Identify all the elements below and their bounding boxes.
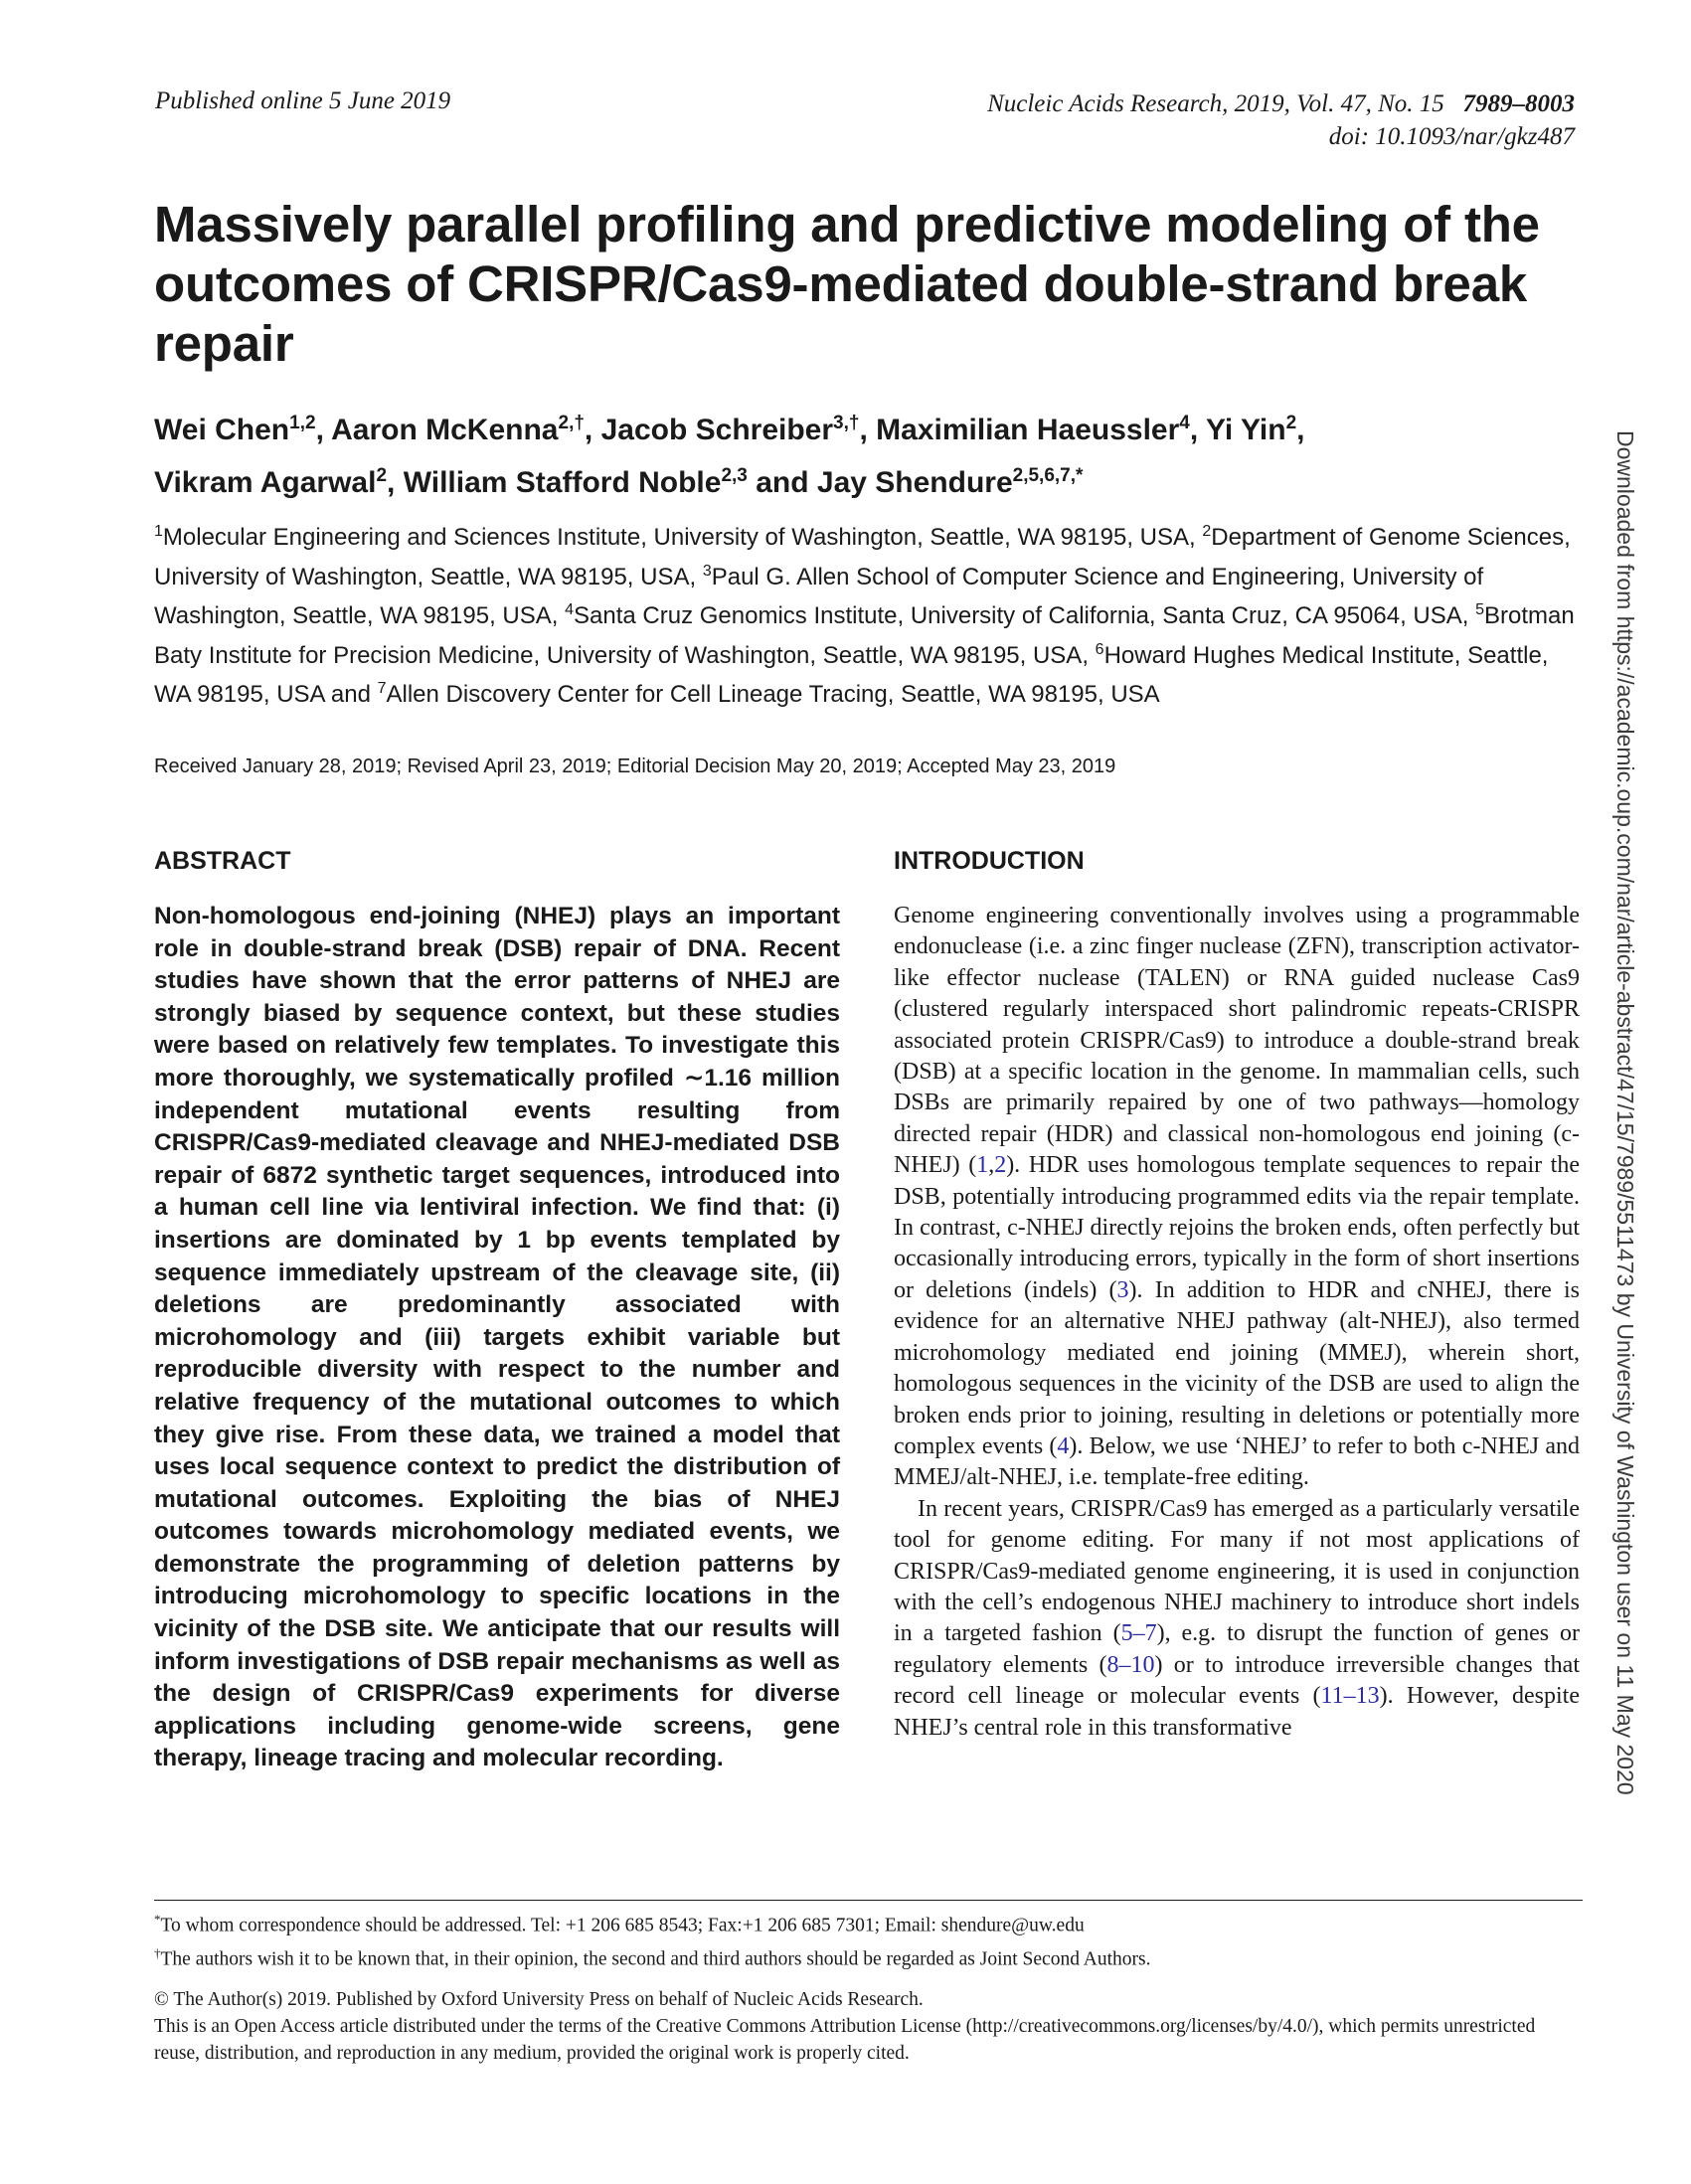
introduction-section bbox=[894, 847, 1580, 1744]
author-affiliation-marker: 3,† bbox=[833, 413, 860, 433]
affiliation-text: Department of Genome Sciences, University of Washington, Seattle, WA 98195, USA, bbox=[154, 524, 1571, 590]
copyright-line: © The Author(s) 2019. Published by Oxford University Press on behalf of Nucleic Acids Research. bbox=[154, 1989, 924, 2010]
footnote-marker: * bbox=[154, 1912, 161, 1927]
abstract-text: Non-homologous end-joining (NHEJ) plays an important role in double-strand break (DSB) repair of DNA. Recent studies have shown that the error patterns of NHEJ are strongly biased by sequence context, but these studies were based on relatively few templates. To investigate this more thoroughly, we systematically profiled ∼1.16 million independent mutational events resulting from CRISPR/Cas9-mediated cleavage and NHEJ-mediated DSB repair of 6872 synthetic target sequences, introduced into a human cell line via lentiviral infection. We find that: (i) insertions are dominated by 1 bp events templated by sequence immediately upstream of the cleavage site, (ii) deletions are predominantly associated with microhomology and (iii) targets exhibit variable but reproducible diversity with respect to the number and relative frequency of the mutational outcomes to which they give rise. From these data, we trained a model that uses local sequence context to predict the distribution of mutational outcomes. Exploiting the bias of NHEJ outcomes towards microhomology mediated events, we demonstrate the programming of deletion patterns by introducing microhomology to specific locations in the vicinity of the DSB site. We anticipate that our results will inform investigations of DSB repair mechanisms as well as the design of CRISPR/Cas9 experiments for diverse applications including genome-wide screens, gene therapy, lineage tracing and molecular recording. bbox=[154, 903, 840, 1772]
author-separator: , bbox=[315, 414, 332, 446]
author-affiliation-marker: 2,3 bbox=[721, 465, 748, 486]
author-name: Jacob Schreiber bbox=[600, 414, 834, 446]
citation-link[interactable]: 3 bbox=[1116, 1276, 1129, 1303]
published-date: Published online 5 June 2019 bbox=[155, 87, 451, 114]
citation-link[interactable]: 4 bbox=[1057, 1432, 1070, 1459]
author-separator: , bbox=[387, 466, 404, 499]
paragraph-text: ). However, despite NHEJ’s central role in this transformative bbox=[894, 1683, 1580, 1741]
affiliations bbox=[154, 515, 1586, 712]
author-separator: , bbox=[1189, 414, 1206, 446]
abstract-section bbox=[154, 847, 840, 1775]
abstract-heading: ABSTRACT bbox=[154, 847, 291, 875]
doi: doi: 10.1093/nar/gkz487 bbox=[1328, 123, 1575, 150]
author-affiliation-marker: 1,2 bbox=[289, 413, 316, 433]
affiliation-text: Allen Discovery Center for Cell Lineage Tracing, Seattle, WA 98195, USA bbox=[386, 681, 1160, 709]
author-name: Wei Chen bbox=[154, 414, 290, 446]
journal-name: Nucleic Acids Research, 2019, Vol. 47, No. 15 bbox=[987, 90, 1444, 117]
affiliation-marker: 3 bbox=[702, 562, 712, 580]
author-separator: , bbox=[584, 414, 601, 446]
footnote bbox=[154, 1939, 1586, 1973]
footnote-text: To whom correspondence should be addressed. Tel: +1 206 685 8543; Fax:+1 206 685 7301; Email: shendure@uw.edu bbox=[160, 1915, 1085, 1936]
affiliation-marker: 7 bbox=[377, 680, 387, 698]
paragraph-text: ). Below, we use ‘NHEJ’ to refer to both c-NHEJ and MMEJ/alt-NHEJ, i.e. template-free editing. bbox=[894, 1432, 1580, 1491]
footnote bbox=[154, 1906, 1586, 1939]
author-name: Yi Yin bbox=[1206, 414, 1286, 446]
paper-title: Massively parallel profiling and predictive modeling of the outcomes of CRISPR/Cas9-mediated double-strand break repair bbox=[154, 196, 1540, 372]
paragraph-text: ), e.g. to disrupt the function of genes or regulatory elements ( bbox=[894, 1620, 1580, 1678]
author-separator: and bbox=[747, 466, 817, 499]
author-name: William Stafford Noble bbox=[403, 466, 722, 499]
affiliation-text: Molecular Engineering and Sciences Institute, University of Washington, Seattle, WA 98195, USA, bbox=[162, 524, 1203, 551]
citation-link[interactable]: 8–10 bbox=[1106, 1651, 1155, 1678]
author-affiliation-marker: 2,† bbox=[558, 413, 585, 433]
paragraph-text: ). HDR uses homologous template sequences to repair the DSB, potentially introducing programmed edits via the repair template. In contrast, c-NHEJ directly rejoins the broken ends, often perfectly but occasionally introducing errors, typically in the form of short insertions or deletions (indels) ( bbox=[894, 1152, 1580, 1303]
affiliation-marker: 6 bbox=[1095, 640, 1104, 658]
paragraph-text: ). In addition to HDR and cNHEJ, there is evidence for an alternative NHEJ pathway (alt-NHEJ), also termed microhomology mediated end joining (MMEJ), wherein short, homologous sequences in the vicinity of the DSB are used to align the broken ends prior to joining, resulting in deletions or potentially more complex events ( bbox=[894, 1276, 1580, 1459]
footnote-divider bbox=[154, 1900, 1583, 1901]
paragraph-text: , bbox=[988, 1152, 995, 1179]
affiliation-text: Santa Cruz Genomics Institute, University of California, Santa Cruz, CA 95064, USA, bbox=[574, 602, 1476, 630]
author-list bbox=[154, 401, 1586, 506]
author-affiliation-marker: 2 bbox=[1285, 413, 1297, 433]
paragraph-text: Genome engineering conventionally involves using a programmable endonuclease (i.e. a zinc finger nuclease (ZFN), transcription activator-like effector nuclease (TALEN) or RNA guided nuclease Cas9 (clustered regularly interspaced short palindromic repeats-CRISPR associated protein CRISPR/Cas9) to introduce a double-strand break (DSB) at a specific location in the genome. In mammalian cells, such DSBs are primarily repaired by one of two pathways—homology directed repair (HDR) and classical non-homologous end joining (c-NHEJ) ( bbox=[894, 903, 1580, 1179]
paragraph-text: In recent years, CRISPR/Cas9 has emerged as a particularly versatile tool for genome editing. For many if not most applications of CRISPR/Cas9-mediated genome engineering, it is used in conjunction with the cell’s endogenous NHEJ machinery to introduce short indels in a targeted fashion ( bbox=[894, 1495, 1580, 1647]
author-name: Vikram Agarwal bbox=[154, 466, 377, 499]
affiliation-text: Brotman Baty Institute for Precision Medicine, University of Washington, Seattle, WA 98195, USA, bbox=[154, 602, 1575, 669]
author-affiliation-marker: 2 bbox=[376, 465, 388, 486]
author-separator: , bbox=[859, 414, 877, 446]
author-name: Aaron McKenna bbox=[331, 414, 559, 446]
affiliation-marker: 2 bbox=[1202, 523, 1212, 540]
affiliation-marker: 1 bbox=[154, 523, 163, 540]
affiliation-marker: 5 bbox=[1475, 601, 1484, 619]
introduction-heading: INTRODUCTION bbox=[894, 847, 1085, 875]
affiliation-marker: 4 bbox=[565, 601, 575, 619]
introduction-body bbox=[894, 901, 1580, 1744]
author-affiliation-marker: 2,5,6,7,* bbox=[1012, 465, 1084, 486]
footnotes bbox=[154, 1906, 1586, 1972]
citation-link[interactable]: 1 bbox=[976, 1152, 989, 1179]
citation-link[interactable]: 11–13 bbox=[1320, 1683, 1380, 1710]
author-separator: , bbox=[1296, 414, 1305, 446]
footnote-text: The authors wish it to be known that, in their opinion, the second and third authors should be regarded as Joint Second Authors. bbox=[160, 1948, 1151, 1969]
citation-link[interactable]: 5–7 bbox=[1120, 1620, 1157, 1647]
paragraph-text: ) or to introduce irreversible changes that record cell lineage or molecular events ( bbox=[894, 1651, 1580, 1710]
download-watermark: Downloaded from https://academic.oup.com/nar/article-abstract/47/15/7989/5511473 by University of Washington user on 11 May 2020 bbox=[1612, 430, 1638, 1795]
affiliation-text: Paul G. Allen School of Computer Science and Engineering, University of Washington, Seattle, WA 98195, USA, bbox=[154, 563, 1484, 630]
author-affiliation-marker: 4 bbox=[1179, 413, 1190, 433]
introduction-paragraph bbox=[894, 1494, 1580, 1744]
introduction-paragraph bbox=[894, 901, 1580, 1494]
submission-dates: Received January 28, 2019; Revised April 23, 2019; Editorial Decision May 20, 2019; Accepted May 23, 2019 bbox=[154, 756, 1116, 777]
footnote-marker: † bbox=[154, 1944, 161, 1960]
journal-citation bbox=[987, 87, 1575, 153]
page-range: 7989–8003 bbox=[1462, 90, 1575, 117]
author-name: Jay Shendure bbox=[816, 466, 1013, 499]
author-name: Maximilian Haeussler bbox=[876, 414, 1180, 446]
citation-link[interactable]: 2 bbox=[994, 1152, 1007, 1179]
affiliation-text: Howard Hughes Medical Institute, Seattle, WA 98195, USA and bbox=[154, 641, 1549, 709]
license-terms: This is an Open Access article distributed under the terms of the Creative Commons Attribution License (http://creativecommons.org/licenses/by/4.0/), which permits unrestricted reuse, distribution, and reproduction in any medium, provided the original work is properly cited. bbox=[154, 2016, 1536, 2064]
license-block bbox=[154, 1986, 1586, 2067]
